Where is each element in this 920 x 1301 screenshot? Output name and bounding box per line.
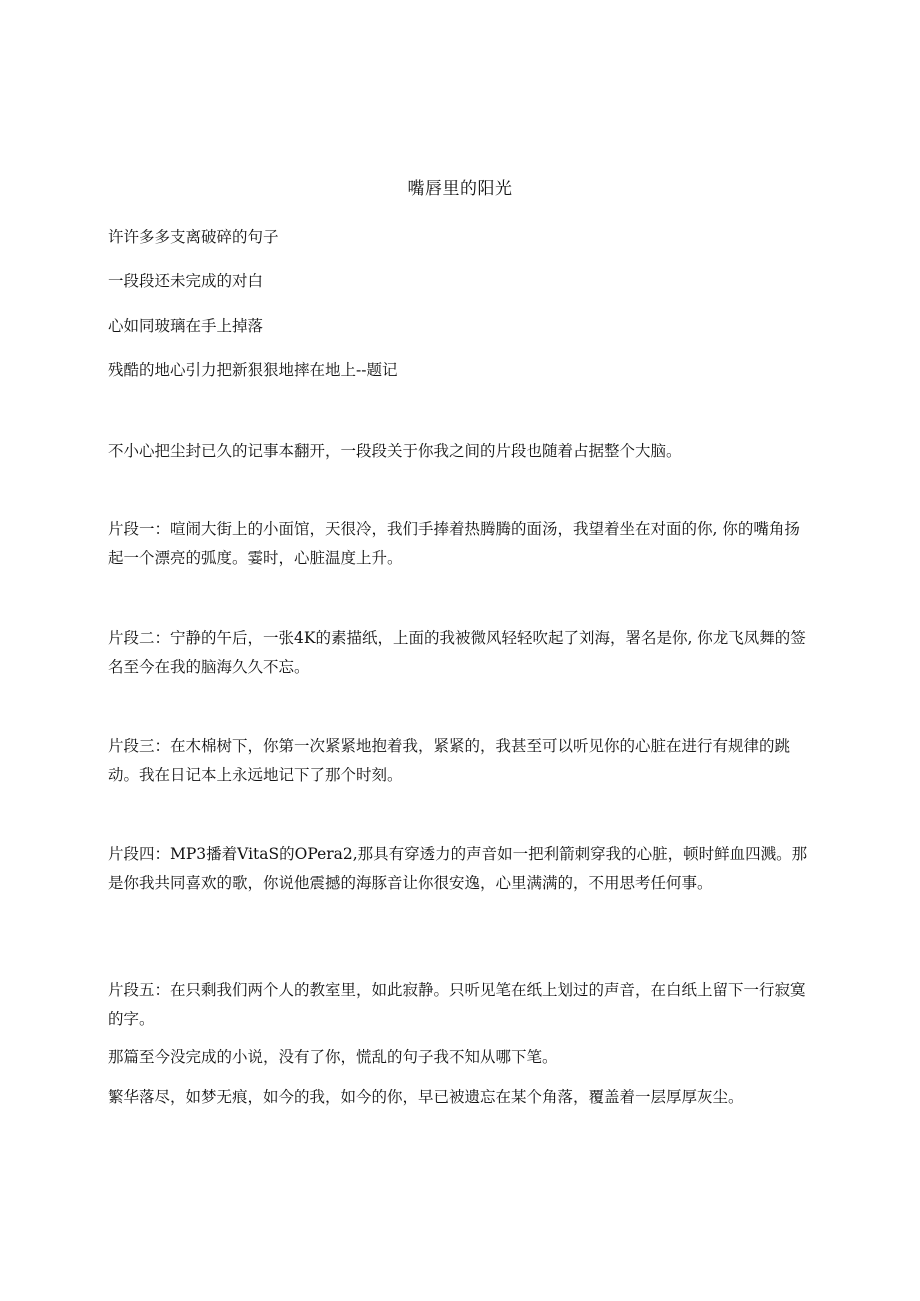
fragment-paragraph-3: 片段三：在木棉树下，你第一次紧紧地抱着我，紧紧的，我甚至可以听见你的心脏在进行有规律的跳动。我在日记本上永远地记下了那个时刻。 [108, 737, 791, 784]
fragment-paragraph-1: 片段一：喧闹大街上的小面馆，天很冷，我们手捧着热腾腾的面汤，我望着坐在对面的你, 你的嘴角扬起一个漂亮的弧度。霎时，心脏温度上升。 [108, 520, 800, 567]
epigraph-line-2: 一段段还未完成的对白 [108, 272, 264, 290]
epigraph-line-1: 许许多多支离破碎的句子 [108, 228, 279, 246]
epigraph-line-3: 心如同玻璃在手上掉落 [108, 317, 264, 335]
closing-paragraph-1: 那篇至今没完成的小说，没有了你，慌乱的句子我不知从哪下笔。 [108, 1048, 558, 1066]
document-title: 嘴唇里的阳光 [407, 179, 513, 199]
epigraph-line-4: 残酷的地心引力把新狠狠地摔在地上--题记 [108, 361, 398, 379]
fragment-paragraph-5: 片段五：在只剩我们两个人的教室里，如此寂静。只听见笔在纸上划过的声音，在白纸上留下一行寂寞的字。 [108, 981, 806, 1028]
fragment-paragraph-4: 片段四：MP3播着VitaS的OPera2,那具有穿透力的声音如一把利箭刺穿我的心脏，顿时鲜血四溅。那是你我共同喜欢的歌，你说他震撼的海豚音让你很安逸，心里满满的，不用思考任何事。 [108, 845, 808, 892]
intro-paragraph: 不小心把尘封已久的记事本翻开，一段段关于你我之间的片段也随着占据整个大脑。 [108, 442, 682, 460]
closing-paragraph-2: 繁华落尽，如梦无痕，如今的我，如今的你，早已被遗忘在某个角落，覆盖着一层厚厚灰尘。 [108, 1088, 744, 1106]
fragment-paragraph-2: 片段二：宁静的午后，一张4K的素描纸，上面的我被微风轻轻吹起了刘海，署名是你, 你龙飞凤舞的签名至今在我的脑海久久不忘。 [108, 629, 806, 676]
